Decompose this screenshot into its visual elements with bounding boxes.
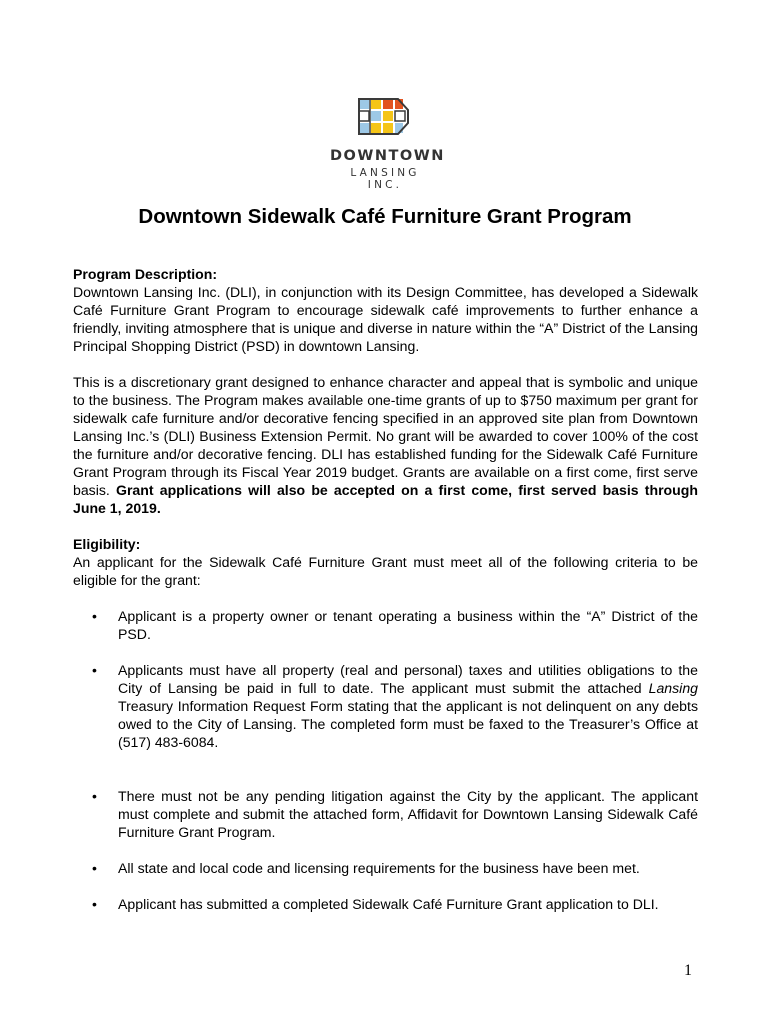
logo-mark-icon bbox=[358, 98, 410, 136]
list-item-text: Applicant has submitted a completed Sidewalk Café Furniture Grant application to DLI. bbox=[118, 896, 659, 912]
list-item-text: There must not be any pending litigation against the City by the applicant. The applicant must complete and submit the attached form, Affidavit for Downtown Lansing Sidewalk Café Furniture Grant Program. bbox=[118, 788, 698, 840]
list-item bbox=[73, 859, 698, 877]
page-number: 1 bbox=[684, 962, 692, 979]
list-item-text-continued: Treasury Information Request Form stating that the applicant is not delinquent on any debts owed to the City of Lansing. The completed form must be faxed to the Treasurer’s Office at (517) 483-6084. bbox=[118, 698, 698, 750]
description-paragraph-1: Downtown Lansing Inc. (DLI), in conjunction with its Design Committee, has developed a Sidewalk Café Furniture Grant Program to encourage sidewalk café improvements to further enhance a friendly, inviting atmosphere that is unique and diverse in nature within the “A” District of the Lansing Principal Shopping District (PSD) in downtown Lansing. bbox=[73, 284, 698, 354]
eligibility-heading: Eligibility: bbox=[73, 536, 141, 552]
downtown-lansing-logo bbox=[330, 98, 445, 191]
document-body bbox=[73, 265, 698, 913]
list-item bbox=[73, 661, 698, 751]
list-item-text: All state and local code and licensing requirements for the business have been met. bbox=[118, 860, 640, 876]
list-item-italic-text: Lansing bbox=[648, 680, 698, 696]
list-item bbox=[73, 895, 698, 913]
bullet-icon: • bbox=[92, 788, 97, 804]
eligibility-intro: An applicant for the Sidewalk Café Furniture Grant must meet all of the following criteria to be eligible for the grant: bbox=[73, 554, 698, 588]
logo-wordmark: DOWNTOWN bbox=[330, 148, 445, 164]
logo-subtitle: LANSING INC. bbox=[350, 167, 420, 191]
page-title: Downtown Sidewalk Café Furniture Grant Program bbox=[138, 205, 632, 228]
bullet-icon: • bbox=[92, 608, 97, 624]
list-item bbox=[73, 607, 698, 643]
description-paragraph-2 bbox=[73, 373, 698, 517]
description-paragraph-2-text: This is a discretionary grant designed to enhance character and appeal that is symbolic and unique to the business. The Program makes available one-time grants of up to $750 maximum per grant for sidewalk cafe furniture and/or decorative fencing specified in an approved site plan from Downtown Lansing Inc.’s (DLI) Business Extension Permit. No grant will be awarded to cover 100% of the cost the furniture and/or decorative fencing. DLI has established funding for the Sidewalk Café Furniture Grant Program through its Fiscal Year 2019 budget. Grants are available on a first come, first serve basis. bbox=[73, 374, 698, 498]
bullet-icon: • bbox=[92, 662, 97, 678]
deadline-notice: Grant applications will also be accepted on a first come, first served basis through June 1, 2019. bbox=[73, 482, 698, 516]
list-item-text: Applicants must have all property (real and personal) taxes and utilities obligations to the City of Lansing be paid in full to date. The applicant must submit the attached bbox=[118, 662, 698, 696]
program-description-heading: Program Description: bbox=[73, 266, 218, 282]
eligibility-criteria-list bbox=[73, 607, 698, 913]
bullet-icon: • bbox=[92, 860, 97, 876]
list-item-text: Applicant is a property owner or tenant operating a business within the “A” District of the PSD. bbox=[118, 608, 698, 642]
bullet-icon: • bbox=[92, 896, 97, 912]
list-item bbox=[73, 787, 698, 841]
